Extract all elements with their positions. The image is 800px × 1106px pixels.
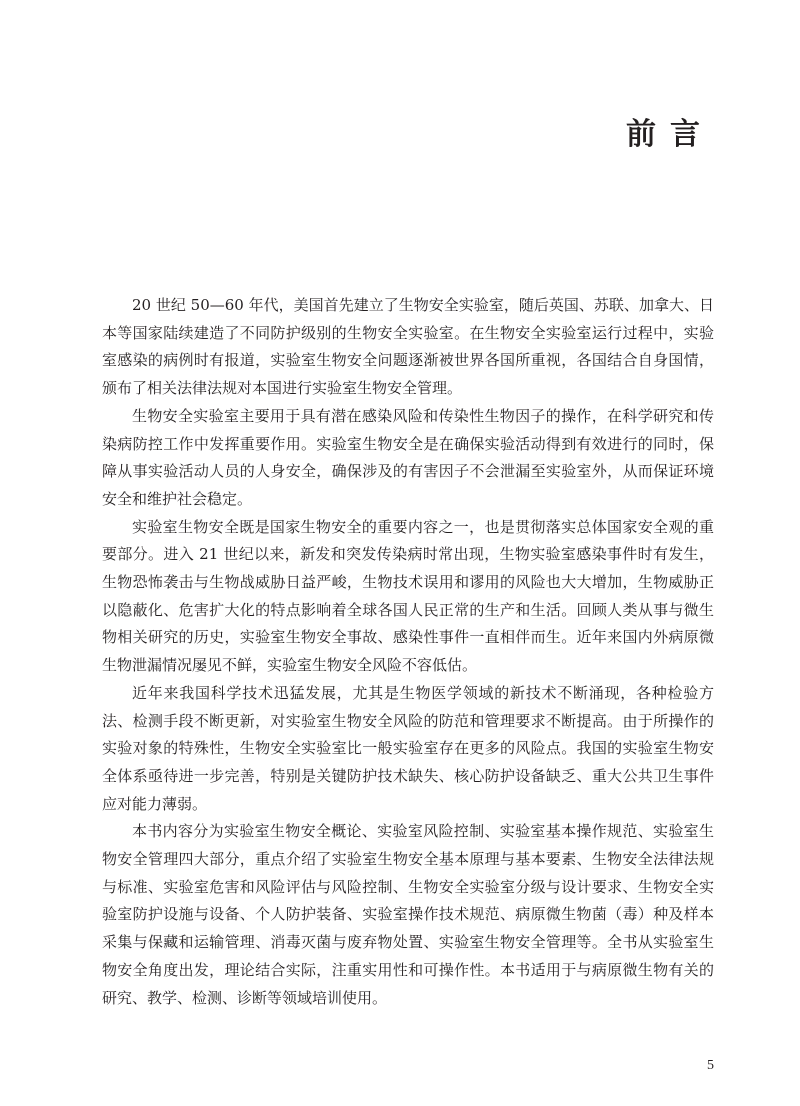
paragraph-5: 本书内容分为实验室生物安全概论、实验室风险控制、实验室基本操作规范、实验室生物安全管理四大部分，重点介绍了实验室生物安全基本原理与基本要素、生物安全法律法规与标准、实验室危害和风险评估与风险控制、生物安全实验室分级与设计要求、生物安全实验室防护设施与设备、个人防护装备、实验室操作技术规范、病原微生物菌（毒）种及样本采集与保藏和运输管理、消毒灭菌与废弃物处置、实验室生物安全管理等。全书从实验室生物安全角度出发，理论结合实际，注重实用性和可操作性。本书适用于与病原微生物有关的研究、教学、检测、诊断等领域培训使用。 xyxy=(102,822,714,1007)
preface-body xyxy=(102,292,714,1012)
page-title: 前言 xyxy=(626,117,714,152)
page-number: 5 xyxy=(707,1058,714,1073)
paragraph-1: 20 世纪 50—60 年代，美国首先建立了生物安全实验室，随后英国、苏联、加拿大、日本等国家陆续建造了不同防护级别的生物安全实验室。在生物安全实验室运行过程中，实验室感染的病例时有报道，实验室生物安全问题逐渐被世界各国所重视，各国结合自身国情，颁布了相关法律法规对本国进行实验室生物安全管理。 xyxy=(102,296,714,398)
paragraph-2: 生物安全实验室主要用于具有潜在感染风险和传染性生物因子的操作，在科学研究和传染病防控工作中发挥重要作用。实验室生物安全是在确保实验活动得到有效进行的同时，保障从事实验活动人员的人身安全，确保涉及的有害因子不会泄漏至实验室外，从而保证环境安全和维护社会稳定。 xyxy=(102,406,714,508)
paragraph-3: 实验室生物安全既是国家生物安全的重要内容之一，也是贯彻落实总体国家安全观的重要部分。进入 21 世纪以来，新发和突发传染病时常出现，生物实验室感染事件时有发生，生物恐怖袭击与生物战威胁日益严峻，生物技术误用和谬用的风险也大大增加，生物威胁正以隐蔽化、危害扩大化的特点影响着全球各国人民正常的生产和生活。回顾人类从事与微生物相关研究的历史，实验室生物安全事故、感染性事件一直相伴而生。近年来国内外病原微生物泄漏情况屡见不鲜，实验室生物安全风险不容低估。 xyxy=(102,517,714,675)
paragraph-4: 近年来我国科学技术迅猛发展，尤其是生物医学领域的新技术不断涌现，各种检验方法、检测手段不断更新，对实验室生物安全风险的防范和管理要求不断提高。由于所操作的实验对象的特殊性，生物安全实验室比一般实验室存在更多的风险点。我国的实验室生物安全体系亟待进一步完善，特别是关键防护技术缺失、核心防护设备缺乏、重大公共卫生事件应对能力薄弱。 xyxy=(102,683,714,813)
